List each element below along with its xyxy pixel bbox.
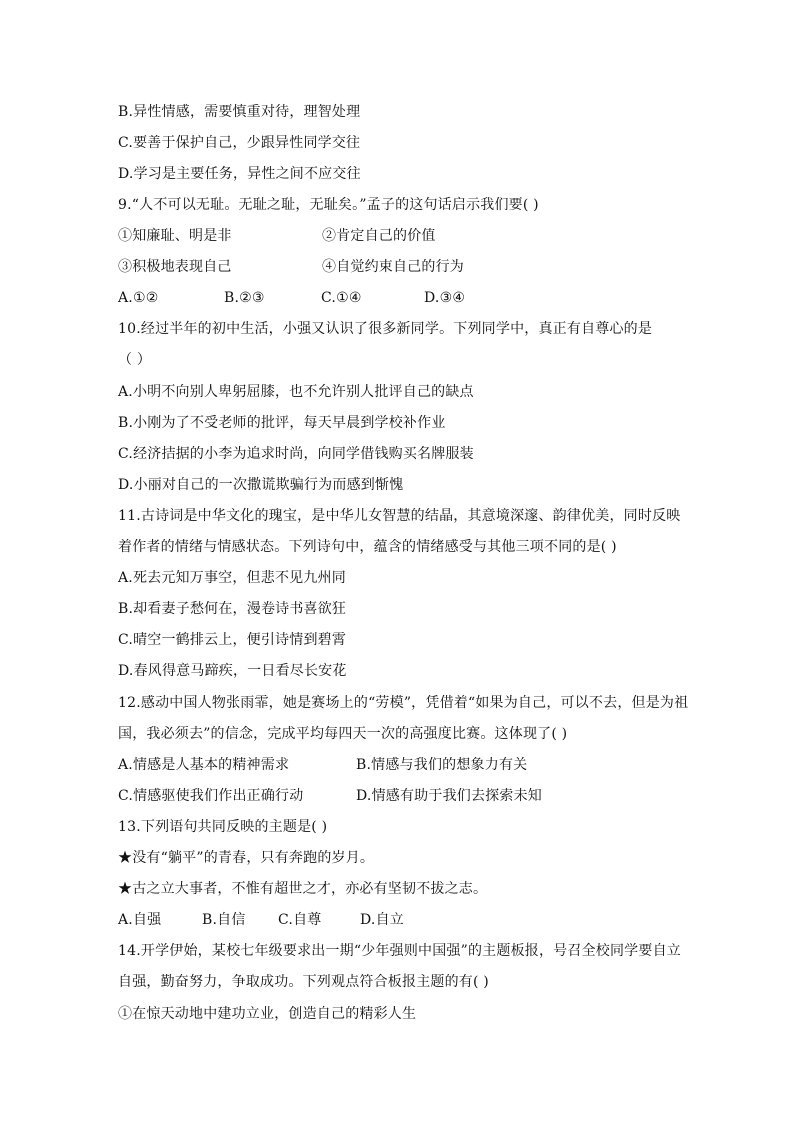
q10-option-d: D.小丽对自己的一次撒谎欺骗行为而感到惭愧: [118, 477, 404, 493]
q12-stem-line-1: 12.感动中国人物张雨霏，她是赛场上的“劳模”，凭借着“如果为自己，可以不去，但是为祖: [118, 695, 689, 711]
q10-stem-line-2: （ ）: [118, 352, 152, 368]
q9-option-b: B.②③: [224, 290, 265, 306]
q12-option-c: C.情感驱使我们作出正确行动: [118, 788, 304, 804]
q11-option-d: D.春风得意马蹄疾，一日看尽长安花: [118, 663, 347, 679]
q13-option-c: C.自尊: [278, 912, 322, 928]
q11-stem-line-1: 11.古诗词是中华文化的瑰宝，是中华儿女智慧的结晶，其意境深邃、韵律优美，同时反映: [118, 508, 681, 524]
q9-statement-2: ②肯定自己的价值: [322, 228, 436, 244]
q13-quote-2: ★古之立大事者，不惟有超世之才，亦必有坚韧不拔之志。: [118, 881, 488, 897]
q10-option-c: C.经济拮据的小李为追求时尚，向同学借钱购买名牌服装: [118, 446, 474, 462]
q9-statement-4: ④自觉约束自己的行为: [322, 259, 464, 275]
q11-option-b: B.却看妻子愁何在，漫卷诗书喜欲狂: [118, 601, 347, 617]
q9-stem: 9.“人不可以无耻。无耻之耻，无耻矣。”孟子的这句话启示我们要( ): [118, 197, 539, 213]
q13-option-a: A.自强: [118, 912, 162, 928]
q11-option-a: A.死去元知万事空，但悲不见九州同: [118, 570, 346, 586]
q14-statement-1: ①在惊天动地中建功立业，创造自己的精彩人生: [118, 1006, 417, 1022]
q10-option-a: A.小明不向别人卑躬屈膝，也不允许别人批评自己的缺点: [118, 384, 474, 400]
q12-stem-line-2: 国，我必须去”的信念，完成平均每四天一次的高强度比赛。这体现了( ): [118, 726, 568, 742]
q9-statement-1: ①知廉耻、明是非: [118, 228, 232, 244]
q8-option-c: C.要善于保护自己，少跟异性同学交往: [118, 135, 361, 151]
q14-stem-line-2: 自强，勤奋努力，争取成功。下列观点符合板报主题的有( ): [118, 974, 489, 990]
q9-option-a: A.①②: [118, 290, 159, 306]
q13-stem: 13.下列语句共同反映的主题是( ): [118, 819, 328, 835]
q13-option-b: B.自信: [202, 912, 246, 928]
q11-stem-line-2: 着作者的情绪与情感状态。下列诗句中，蕴含的情绪感受与其他三项不同的是( ): [118, 539, 617, 555]
q12-option-d: D.情感有助于我们去探索未知: [356, 788, 542, 804]
q12-option-a: A.情感是人基本的精神需求: [118, 757, 290, 773]
q9-statement-3: ③积极地表现自己: [118, 259, 232, 275]
q10-option-b: B.小刚为了不受老师的批评，每天早晨到学校补作业: [118, 415, 446, 431]
q14-stem-line-1: 14.开学伊始，某校七年级要求出一期“少年强则中国强”的主题板报，号召全校同学要自立: [118, 943, 681, 959]
q11-option-c: C.晴空一鹤排云上，便引诗情到碧霄: [118, 632, 347, 648]
q12-option-b: B.情感与我们的想象力有关: [356, 757, 528, 773]
q9-option-d: D.③④: [424, 290, 466, 306]
q9-option-c: C.①④: [321, 290, 362, 306]
q13-option-d: D.自立: [360, 912, 404, 928]
q10-stem-line-1: 10.经过半年的初中生活，小强又认识了很多新同学。下列同学中，真正有自尊心的是: [118, 321, 653, 337]
q8-option-d: D.学习是主要任务，异性之间不应交往: [118, 166, 361, 182]
q8-option-b: B.异性情感，需要慎重对待，理智处理: [118, 104, 361, 120]
q13-quote-1: ★没有“躺平”的青春，只有奔跑的岁月。: [118, 850, 375, 866]
